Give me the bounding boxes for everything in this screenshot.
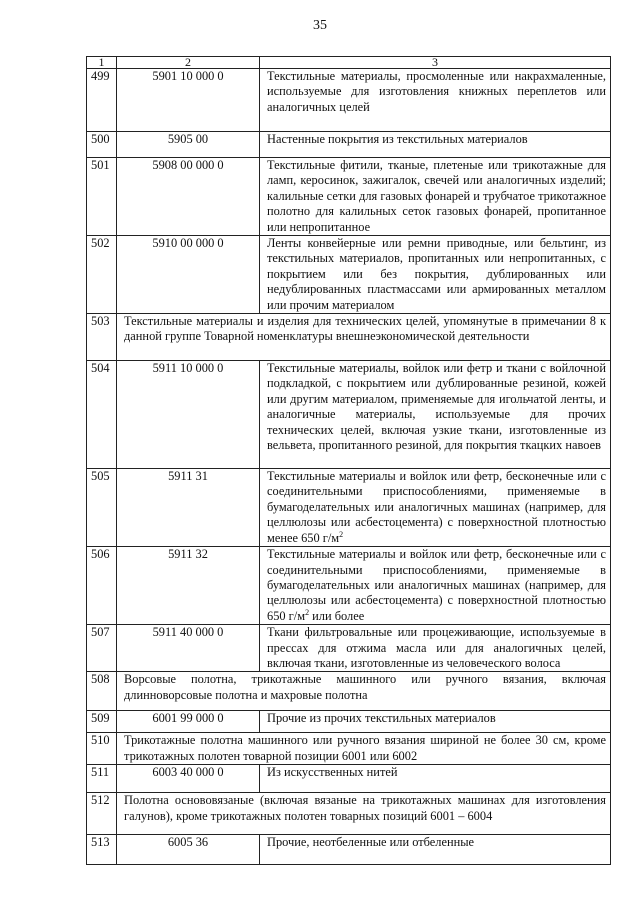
row-description: Текстильные фитили, тканые, плетеные или трикотажные для ламп, керосинок, зажигалок, свечей или аналогичных изделий; калильные сетки для газовых фонарей и трубчатое трикотажное полотно для калильных сеток газовых фонарей, пропитанное или непропитанное <box>260 158 611 236</box>
table-row <box>87 158 611 236</box>
row-description: Ленты конвейерные или ремни приводные, или бельтинг, из текстильных материалов, пропитанных или непропитанных, с покрытием или без покрытия, дублированных или недублированных пластмассами или армированных металлом или прочим материалом <box>260 236 611 314</box>
row-group-description: Текстильные материалы и изделия для технических целей, упомянутые в примечании 8 к данной группе Товарной номенклатуры внешнеэкономической деятельности <box>117 314 611 361</box>
table-header-row <box>87 57 611 69</box>
table-row <box>87 361 611 469</box>
table-row <box>87 793 611 835</box>
row-number: 506 <box>87 547 117 625</box>
row-number: 508 <box>87 672 117 711</box>
row-number: 501 <box>87 158 117 236</box>
row-description-text: Текстильные материалы и войлок или фетр, бесконечные или с соединительными приспособлениями, применяемые в бумагоделательных или аналогичных машинах (например, для целлюлозы или асбестоцемента) с поверхностной плотностью 650 г/м <box>267 547 606 623</box>
row-description: Настенные покрытия из текстильных материалов <box>260 132 611 158</box>
row-code: 6001 99 000 0 <box>117 711 260 733</box>
row-number: 505 <box>87 469 117 547</box>
row-group-description: Трикотажные полотна машинного или ручного вязания шириной не более 30 см, кроме трикотажных полотен товарной позиции 6001 или 6002 <box>117 733 611 765</box>
row-description: Прочие, неотбеленные или отбеленные <box>260 835 611 865</box>
tariff-table <box>86 56 611 865</box>
row-number: 504 <box>87 361 117 469</box>
row-description: Текстильные материалы, просмоленные или накрахмаленные, используемые для изготовления книжных переплетов или аналогичных целей <box>260 69 611 132</box>
page-number: 35 <box>313 18 327 33</box>
header-col-2: 2 <box>117 57 260 69</box>
row-number: 512 <box>87 793 117 835</box>
row-description-text: Текстильные материалы и войлок или фетр, бесконечные или с соединительными приспособлениями, применяемые в бумагоделательных или аналогичных машинах (например, для целлюлозы или асбестоцемента) с поверхностной плотностью менее 650 г/м <box>267 469 606 545</box>
table-row <box>87 711 611 733</box>
row-code: 5911 32 <box>117 547 260 625</box>
superscript: 2 <box>305 607 310 617</box>
table-row <box>87 547 611 625</box>
row-description: Текстильные материалы, войлок или фетр и ткани с войлочной подкладкой, с покрытием или дублированные резиной, кожей или другим материалом, применяемые для игольчатой ленты, и аналогичные материалы, используемые для прочих технических целей, включая узкие ткани, изготовленные из вельвета, пропитанного резиной, для покрытия ткацких навоев <box>260 361 611 469</box>
table-row <box>87 132 611 158</box>
row-number: 503 <box>87 314 117 361</box>
row-description <box>260 469 611 547</box>
table-row <box>87 236 611 314</box>
header-col-3: 3 <box>260 57 611 69</box>
row-number: 507 <box>87 625 117 672</box>
row-number: 500 <box>87 132 117 158</box>
table-row <box>87 765 611 793</box>
row-code: 5901 10 000 0 <box>117 69 260 132</box>
row-number: 502 <box>87 236 117 314</box>
row-number: 510 <box>87 733 117 765</box>
row-number: 511 <box>87 765 117 793</box>
row-number: 499 <box>87 69 117 132</box>
table-row <box>87 835 611 865</box>
row-description-tail: или более <box>309 608 365 623</box>
row-description <box>260 547 611 625</box>
table-row <box>87 672 611 711</box>
row-number: 509 <box>87 711 117 733</box>
table-row <box>87 625 611 672</box>
row-code: 5911 31 <box>117 469 260 547</box>
table-row <box>87 69 611 132</box>
table-row <box>87 733 611 765</box>
row-code: 5911 40 000 0 <box>117 625 260 672</box>
row-code: 5911 10 000 0 <box>117 361 260 469</box>
row-code: 5910 00 000 0 <box>117 236 260 314</box>
row-code: 5908 00 000 0 <box>117 158 260 236</box>
superscript: 2 <box>339 529 344 539</box>
header-col-1: 1 <box>87 57 117 69</box>
row-number: 513 <box>87 835 117 865</box>
row-description: Из искусственных нитей <box>260 765 611 793</box>
row-code: 5905 00 <box>117 132 260 158</box>
row-description: Прочие из прочих текстильных материалов <box>260 711 611 733</box>
row-group-description: Ворсовые полотна, трикотажные машинного или ручного вязания, включая длинноворсовые полотна и махровые полотна <box>117 672 611 711</box>
row-description: Ткани фильтровальные или процеживающие, используемые в прессах для отжима масла или для аналогичных целей, включая ткани, изготовленные из человеческого волоса <box>260 625 611 672</box>
row-group-description: Полотна основовязаные (включая вязаные на трикотажных машинах для изготовления галунов), кроме трикотажных полотен товарных позиций 6001 – 6004 <box>117 793 611 835</box>
row-code: 6003 40 000 0 <box>117 765 260 793</box>
table-row <box>87 314 611 361</box>
row-code: 6005 36 <box>117 835 260 865</box>
table-row <box>87 469 611 547</box>
